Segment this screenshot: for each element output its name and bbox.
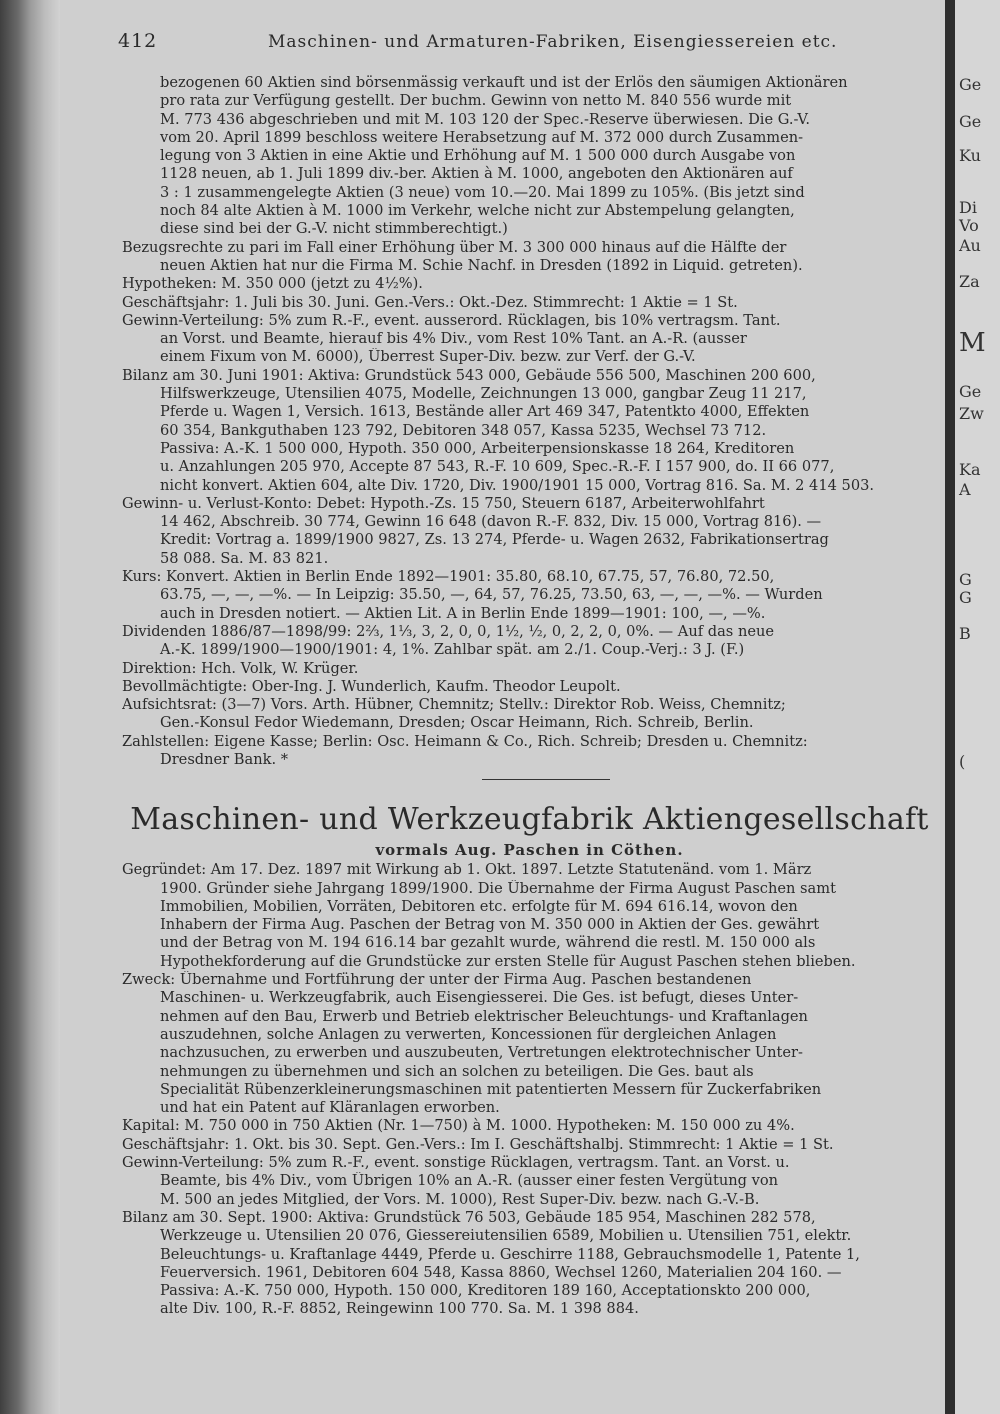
adjacent-page-fragment: Ka <box>959 460 981 479</box>
company-entry-body <box>122 861 937 1318</box>
adjacent-page-fragment: Zw <box>959 404 984 423</box>
text-line: nehmen auf den Bau, Erwerb und Betrieb elektrischer Beleuchtungs- und Kraftanlagen <box>160 1007 808 1025</box>
text-line: Hilfswerkzeuge, Utensilien 4075, Modelle, Zeichnungen 13 000, gangbar Zeug 11 217, <box>160 385 807 403</box>
text-line: legung von 3 Aktien in eine Aktie und Erhöhung auf M. 1 500 000 durch Ausgabe von <box>160 147 796 165</box>
text-line: 58 088. Sa. M. 83 821. <box>160 549 329 567</box>
page-text-column <box>122 74 937 1319</box>
adjacent-page-fragment: G <box>959 570 972 589</box>
adjacent-page-fragment: Ge <box>959 75 982 94</box>
text-line: Bilanz am 30. Sept. 1900: Aktiva: Grundstück 76 503, Gebäude 185 954, Maschinen 282 578, <box>122 1208 816 1226</box>
text-line: Gegründet: Am 17. Dez. 1897 mit Wirkung ab 1. Okt. 1897. Letzte Statutenänd. vom 1. März <box>122 861 812 879</box>
text-line: Gen.-Konsul Fedor Wiedemann, Dresden; Oscar Heimann, Rich. Schreib, Berlin. <box>160 714 754 732</box>
text-line: Zweck: Übernahme und Fortführung der unter der Firma Aug. Paschen bestandenen <box>122 971 752 989</box>
text-line: alte Div. 100, R.-F. 8852, Reingewinn 100 770. Sa. M. 1 398 884. <box>160 1300 639 1318</box>
adjacent-page-fragment: A <box>959 480 971 499</box>
text-line: Gewinn-Verteilung: 5% zum R.-F., event. sonstige Rücklagen, vertragsm. Tant. an Vorst. u. <box>122 1154 790 1172</box>
book-spine <box>945 0 955 1414</box>
text-line: Aufsichtsrat: (3—7) Vors. Arth. Hübner, Chemnitz; Stellv.: Direktor Rob. Weiss, Chemnitz; <box>122 696 786 714</box>
text-line: auch in Dresden notiert. — Aktien Lit. A in Berlin Ende 1899—1901: 100, —, —%. <box>160 604 766 622</box>
text-line: Bezugsrechte zu pari im Fall einer Erhöhung über M. 3 300 000 hinaus auf die Hälfte der <box>122 238 787 256</box>
text-line: diese sind bei der G.-V. nicht stimmberechtigt.) <box>160 220 508 238</box>
text-line: A.-K. 1899/1900—1900/1901: 4, 1%. Zahlbar spät. am 2./1. Coup.-Verj.: 3 J. (F.) <box>160 641 745 659</box>
text-line: Kurs: Konvert. Aktien in Berlin Ende 1892—1901: 35.80, 68.10, 67.75, 57, 76.80, 72.50, <box>122 568 775 586</box>
text-line: Immobilien, Mobilien, Vorräten, Debitoren etc. erfolgte für M. 694 616.14, wovon den <box>160 897 798 915</box>
adjacent-page-fragment: Vo <box>959 216 979 235</box>
text-line: Dividenden 1886/87—1898/99: 2⅔, 1⅓, 3, 2, 0, 0, 1½, ½, 0, 2, 2, 0, 0%. — Auf das neue <box>122 622 775 640</box>
text-line: Zahlstellen: Eigene Kasse; Berlin: Osc. Heimann & Co., Rich. Schreib; Dresden u. Chemnitz: <box>122 732 808 750</box>
text-line: 3 : 1 zusammengelegte Aktien (3 neue) vom 10.—20. Mai 1899 zu 105%. (Bis jetzt sind <box>160 183 805 201</box>
text-line: Beleuchtungs- u. Kraftanlage 4449, Pferde u. Geschirre 1188, Gebrauchsmodelle 1, Patente 1, <box>160 1245 860 1263</box>
text-line: nachzusuchen, zu erwerben und auszubeuten, Vertretungen elektrotechnischer Unter- <box>160 1044 803 1062</box>
text-line: Hypotheken: M. 350 000 (jetzt zu 4½%). <box>122 275 423 293</box>
text-line: Specialität Rübenzerkleinerungsmaschinen mit patentierten Messern für Zuckerfabriken <box>160 1080 822 1098</box>
text-line: 63.75, —, —, —%. — In Leipzig: 35.50, —, 64, 57, 76.25, 73.50, 63, —, —, —%. — Wurden <box>160 586 823 604</box>
text-line: Kapital: M. 750 000 in 750 Aktien (Nr. 1—750) à M. 1000. Hypotheken: M. 150 000 zu 4%. <box>122 1117 795 1135</box>
text-line: M. 773 436 abgeschrieben und mit M. 103 120 der Spec.-Reserve überwiesen. Die G.-V. <box>160 110 811 128</box>
company-title: Maschinen- und Werkzeugfabrik Aktiengesellschaft <box>130 802 929 838</box>
text-line: Feuerversich. 1961, Debitoren 604 548, Kassa 8860, Wechsel 1260, Materialien 204 160. — <box>160 1263 842 1281</box>
text-line: 60 354, Bankguthaben 123 792, Debitoren 348 057, Kassa 5235, Wechsel 73 712. <box>160 421 767 439</box>
page-number: 412 <box>118 30 158 52</box>
adjacent-page-fragment: Au <box>959 236 981 255</box>
text-line: M. 500 an jedes Mitglied, der Vors. M. 1000), Rest Super-Div. bezw. nach G.-V.-B. <box>160 1190 760 1208</box>
text-line: u. Anzahlungen 205 970, Accepte 87 543, R.-F. 10 609, Spec.-R.-F. I 157 900, do. II 66 077, <box>160 458 835 476</box>
adjacent-page-fragment: Ge <box>959 382 982 401</box>
adjacent-page-fragment: B <box>959 624 971 643</box>
text-line: Kredit: Vortrag a. 1899/1900 9827, Zs. 13 274, Pferde- u. Wagen 2632, Fabrikationsertrag <box>160 531 829 549</box>
adjacent-page-fragment: ( <box>959 752 966 771</box>
text-line: Dresdner Bank. * <box>160 750 289 768</box>
adjacent-page-fragment: Ge <box>959 112 982 131</box>
text-line: 1128 neuen, ab 1. Juli 1899 div.-ber. Aktien à M. 1000, angeboten den Aktionären auf <box>160 165 793 183</box>
text-line: neuen Aktien hat nur die Firma M. Schie Nachf. in Dresden (1892 in Liquid. getreten). <box>160 256 803 274</box>
text-line: Direktion: Hch. Volk, W. Krüger. <box>122 659 359 677</box>
text-line: bezogenen 60 Aktien sind börsenmässig verkauft und ist der Erlös den säumigen Aktionären <box>160 74 848 91</box>
text-line: Gewinn- u. Verlust-Konto: Debet: Hypoth.-Zs. 15 750, Steuern 6187, Arbeiterwohlfahrt <box>122 494 765 512</box>
text-line: Passiva: A.-K. 1 500 000, Hypoth. 350 000, Arbeiterpensionskasse 18 264, Kreditoren <box>160 439 795 457</box>
adjacent-page-fragment: M <box>959 328 986 358</box>
text-line: Geschäftsjahr: 1. Juli bis 30. Juni. Gen.-Vers.: Okt.-Dez. Stimmrecht: 1 Aktie = 1 St. <box>122 293 738 311</box>
text-line: Hypothekforderung auf die Grundstücke zur ersten Stelle für August Paschen stehen blieben. <box>160 952 856 970</box>
text-line: einem Fixum von M. 6000), Überrest Super-Div. bezw. zur Verf. der G.-V. <box>160 348 696 366</box>
text-line: vom 20. April 1899 beschloss weitere Herabsetzung auf M. 372 000 durch Zusammen- <box>160 128 804 146</box>
text-line: und der Betrag von M. 194 616.14 bar gezahlt wurde, während die restl. M. 150 000 als <box>160 934 816 952</box>
upper-entry-continuation <box>122 74 937 769</box>
text-line: an Vorst. und Beamte, hierauf bis 4% Div., vom Rest 10% Tant. an A.-R. (ausser <box>160 330 747 348</box>
adjacent-page-fragment: Za <box>959 272 980 291</box>
text-line: pro rata zur Verfügung gestellt. Der buchm. Gewinn von netto M. 840 556 wurde mit <box>160 92 792 110</box>
running-head-title: Maschinen- und Armaturen-Fabriken, Eisengiessereien etc. <box>268 32 838 52</box>
text-line: Bilanz am 30. Juni 1901: Aktiva: Grundstück 543 000, Gebäude 556 500, Maschinen 200 600, <box>122 366 816 384</box>
adjacent-page-edge <box>955 0 1000 1414</box>
text-line: Maschinen- u. Werkzeugfabrik, auch Eisengiesserei. Die Ges. ist befugt, dieses Unter- <box>160 989 799 1007</box>
text-line: nicht konvert. Aktien 604, alte Div. 1720, Div. 1900/1901 15 000, Vortrag 816. Sa. M. 2 414 503. <box>160 476 875 494</box>
adjacent-page-fragment: Ku <box>959 146 981 165</box>
binding-gutter <box>0 0 60 1414</box>
text-line: Pferde u. Wagen 1, Versich. 1613, Bestände aller Art 469 347, Patentkto 4000, Effekten <box>160 403 810 421</box>
adjacent-page-fragment: G <box>959 588 972 607</box>
text-line: Beamte, bis 4% Div., vom Übrigen 10% an A.-R. (ausser einer festen Vergütung von <box>160 1172 779 1190</box>
text-line: 14 462, Abschreib. 30 774, Gewinn 16 648 (davon R.-F. 832, Div. 15 000, Vortrag 816). — <box>160 513 822 531</box>
text-line: Bevollmächtigte: Ober-Ing. J. Wunderlich, Kaufm. Theodor Leupolt. <box>122 677 621 695</box>
section-divider <box>122 769 937 793</box>
text-line: Werkzeuge u. Utensilien 20 076, Giessereiutensilien 6589, Mobilien u. Utensilien 751, elektr. <box>160 1227 852 1245</box>
text-line: 1900. Gründer siehe Jahrgang 1899/1900. Die Übernahme der Firma August Paschen samt <box>160 879 836 897</box>
text-line: Geschäftsjahr: 1. Okt. bis 30. Sept. Gen.-Vers.: Im I. Geschäftshalbj. Stimmrecht: 1 Aktie = 1 St. <box>122 1135 834 1153</box>
company-subtitle: vormals Aug. Paschen in Cöthen. <box>375 841 684 860</box>
text-line: nehmungen zu übernehmen und sich an solchen zu beteiligen. Die Ges. baut als <box>160 1062 754 1080</box>
text-line: auszudehnen, solche Anlagen zu verwerten, Koncessionen für dergleichen Anlagen <box>160 1025 777 1043</box>
text-line: noch 84 alte Aktien à M. 1000 im Verkehr, welche nicht zur Abstempelung gelangten, <box>160 202 795 220</box>
text-line: und hat ein Patent auf Kläranlagen erworben. <box>160 1099 500 1117</box>
running-header <box>118 30 938 54</box>
text-line: Inhabern der Firma Aug. Paschen der Betrag von M. 350 000 in Aktien der Ges. gewährt <box>160 916 820 934</box>
adjacent-page-fragment: Di <box>959 198 977 217</box>
text-line: Gewinn-Verteilung: 5% zum R.-F., event. ausserord. Rücklagen, bis 10% vertragsm. Tant. <box>122 311 781 329</box>
text-line: Passiva: A.-K. 750 000, Hypoth. 150 000, Kreditoren 189 160, Acceptationskto 200 000, <box>160 1282 811 1300</box>
